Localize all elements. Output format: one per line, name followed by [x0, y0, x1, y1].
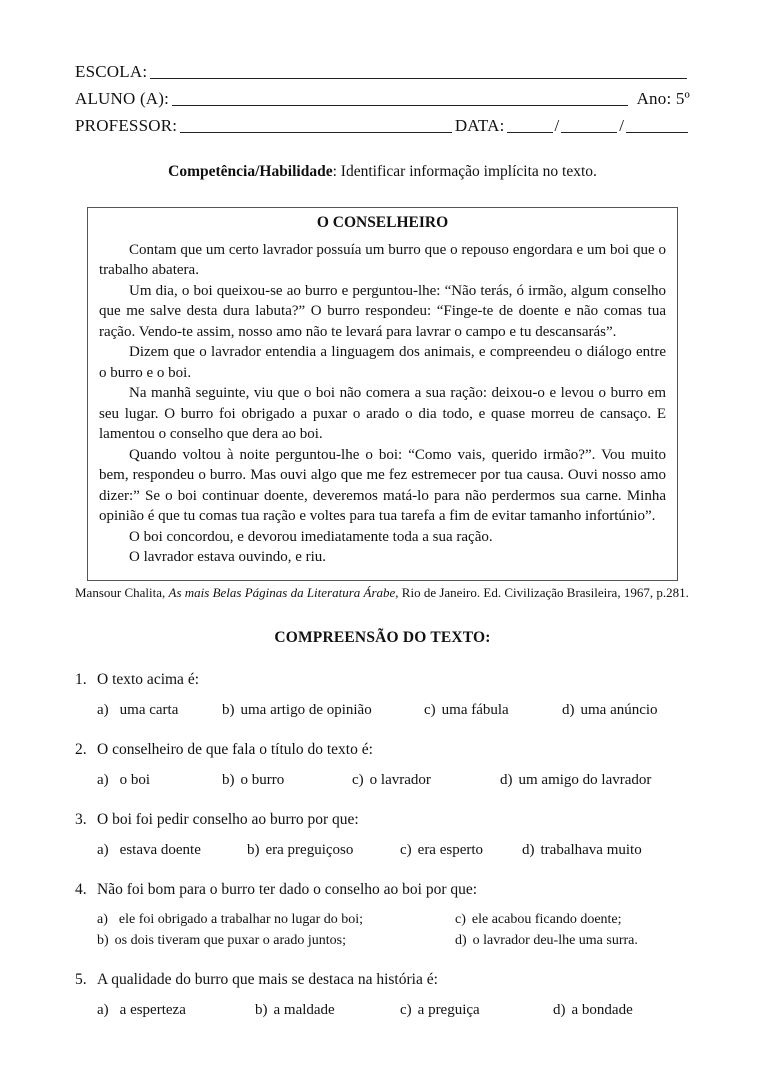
source-attribution — [75, 585, 690, 601]
question-stem: O conselheiro de que fala o título do texto é: — [97, 740, 373, 758]
question-2 — [75, 741, 690, 789]
question-3 — [75, 811, 690, 859]
option-a — [97, 842, 247, 859]
story-title: O CONSELHEIRO — [316, 214, 449, 231]
option-text: ele acabou ficando doente; — [471, 911, 622, 927]
option-letter: b) — [255, 1001, 268, 1018]
option-letter: a) — [97, 771, 109, 788]
attribution-author: Mansour Chalita, — [75, 584, 169, 600]
option-b — [222, 772, 352, 789]
aluno-blank — [172, 92, 628, 106]
option-a — [97, 702, 222, 719]
option-letter: a) — [97, 911, 108, 927]
option-d — [522, 842, 690, 859]
option-letter: c) — [400, 1001, 412, 1018]
competencia-line — [75, 163, 690, 181]
option-text: era esperto — [417, 841, 484, 858]
story-paragraph: Um dia, o boi queixou-se ao burro e perguntou-lhe: “Não terás, ó irmão, algum conselho que me salve desta dura labuta?” O burro respondeu: “Finge-te de doente e não comas tua ração. Vendo-te assim, nosso amo não te levará para lavrar o campo e tu descansarás”. — [99, 282, 666, 340]
data-label: DATA: — [454, 116, 505, 135]
option-letter: a) — [97, 841, 109, 858]
competencia-label: Competência/Habilidade — [168, 163, 333, 180]
option-text: era preguiçoso — [265, 841, 354, 858]
option-letter: d) — [562, 701, 575, 718]
section-title: COMPREENSÃO DO TEXTO: — [274, 628, 491, 646]
option-text: uma carta — [119, 701, 179, 718]
question-5-text — [75, 971, 690, 989]
option-b — [255, 1002, 400, 1019]
escola-line — [75, 62, 690, 82]
option-text: estava doente — [119, 841, 201, 858]
story-paragraph: Na manhã seguinte, viu que o boi não comera a sua ração: deixou-o e levou o burro em seu lugar. O burro foi obrigado a puxar o arado o dia todo, e quase morreu de cansaço. E lamentou o conselho que dera ao boi. — [99, 385, 666, 442]
option-c — [400, 1002, 553, 1019]
question-number: 1. — [75, 670, 87, 688]
option-letter: b) — [247, 841, 260, 858]
ano-label: Ano: 5º — [636, 89, 690, 108]
date-separator: / — [554, 116, 560, 135]
option-a — [97, 912, 455, 928]
attribution-publisher: , Rio de Janeiro. Ed. Civilização Brasileira, 1967, p.281. — [395, 584, 689, 600]
option-letter: a) — [97, 701, 109, 718]
option-letter: d) — [500, 771, 513, 788]
option-text: ele foi obrigado a trabalhar no lugar do boi; — [118, 911, 364, 927]
option-text: o lavrador deu-lhe uma surra. — [472, 932, 638, 948]
question-1 — [75, 671, 690, 719]
question-stem: O boi foi pedir conselho ao burro por que: — [97, 810, 359, 828]
aluno-label: ALUNO (A): — [75, 89, 170, 108]
option-c — [400, 842, 522, 859]
option-text: o boi — [119, 771, 151, 788]
option-letter: b) — [222, 701, 235, 718]
option-d — [553, 1002, 690, 1019]
professor-line — [75, 116, 690, 136]
professor-blank — [180, 119, 452, 133]
option-text: a esperteza — [119, 1001, 186, 1018]
option-text: a maldade — [273, 1001, 335, 1018]
option-letter: c) — [400, 841, 412, 858]
story-paragraph: Quando voltou à noite perguntou-lhe o boi: “Como vais, querido irmão?”. Vou muito bem, respondeu o burro. Mas ouvi algo que me fez estremecer por tua causa. Ouvi nosso amo dizer:” Se o boi continuar doente, deveremos matá-lo para não perdermos sua carne. Minha opinião é que tu comas tua ração e voltes para tua tarefa a fim de evitar tamanho infortúnio”. — [99, 446, 666, 524]
question-number: 4. — [75, 880, 87, 898]
question-5-options — [97, 1002, 690, 1019]
story-paragraph: Contam que um certo lavrador possuía um burro que o repouso engordara e um boi que o trabalho abatera. — [99, 241, 666, 278]
question-2-options — [97, 772, 690, 789]
question-1-options — [97, 702, 690, 719]
question-number: 5. — [75, 970, 87, 988]
option-text: um amigo do lavrador — [518, 771, 652, 788]
option-c — [424, 702, 562, 719]
option-letter: c) — [352, 771, 364, 788]
question-stem: A qualidade do burro que mais se destaca na história é: — [97, 970, 438, 988]
question-3-options — [97, 842, 690, 859]
option-a — [97, 1002, 255, 1019]
question-4-text — [75, 881, 690, 899]
escola-label: ESCOLA: — [75, 62, 148, 81]
option-text: os dois tiveram que puxar o arado juntos; — [114, 932, 347, 948]
option-text: uma fábula — [441, 701, 509, 718]
option-text: o burro — [240, 771, 285, 788]
escola-blank — [150, 65, 687, 79]
option-letter: d) — [455, 932, 467, 948]
question-number: 3. — [75, 810, 87, 828]
question-number: 2. — [75, 740, 87, 758]
option-a — [97, 772, 222, 789]
option-text: a preguiça — [417, 1001, 480, 1018]
option-text: o lavrador — [369, 771, 431, 788]
option-b — [222, 702, 424, 719]
option-letter: d) — [553, 1001, 566, 1018]
story-paragraph: Dizem que o lavrador entendia a linguagem dos animais, e compreendeu o diálogo entre o burro e o boi. — [99, 344, 666, 381]
option-letter: d) — [522, 841, 535, 858]
question-4-options — [97, 912, 690, 949]
option-d — [455, 933, 690, 949]
competencia-text: : Identificar informação implícita no texto. — [332, 163, 597, 180]
date-separator: / — [619, 116, 624, 135]
question-3-text — [75, 811, 690, 829]
option-letter: b) — [222, 771, 235, 788]
story-paragraph: O lavrador estava ouvindo, e riu. — [129, 549, 327, 565]
option-letter: c) — [455, 911, 466, 927]
question-2-text — [75, 741, 690, 759]
option-letter: b) — [97, 932, 109, 948]
option-d — [562, 702, 690, 719]
question-5 — [75, 971, 690, 1019]
option-c — [352, 772, 500, 789]
option-text: a bondade — [571, 1001, 633, 1018]
question-4 — [75, 881, 690, 949]
option-c — [455, 912, 690, 928]
option-d — [500, 772, 690, 789]
option-letter: a) — [97, 1001, 109, 1018]
story-paragraph: O boi concordou, e devorou imediatamente toda a sua ração. — [129, 528, 493, 545]
question-stem: Não foi bom para o burro ter dado o conselho ao boi por que: — [97, 880, 478, 898]
option-text: uma artigo de opinião — [240, 701, 372, 718]
attribution-book-title: As mais Belas Páginas da Literatura Árabe — [168, 584, 396, 600]
question-stem: O texto acima é: — [97, 670, 199, 688]
date-month-blank — [561, 119, 617, 133]
option-letter: c) — [424, 701, 436, 718]
option-b — [247, 842, 400, 859]
question-1-text — [75, 671, 690, 689]
date-year-blank — [626, 119, 688, 133]
aluno-line — [75, 89, 690, 109]
option-text: trabalhava muito — [540, 841, 642, 858]
date-day-blank — [507, 119, 553, 133]
option-text: uma anúncio — [580, 701, 658, 718]
story-box — [87, 207, 678, 581]
professor-label: PROFESSOR: — [75, 116, 178, 135]
option-b — [97, 933, 455, 949]
